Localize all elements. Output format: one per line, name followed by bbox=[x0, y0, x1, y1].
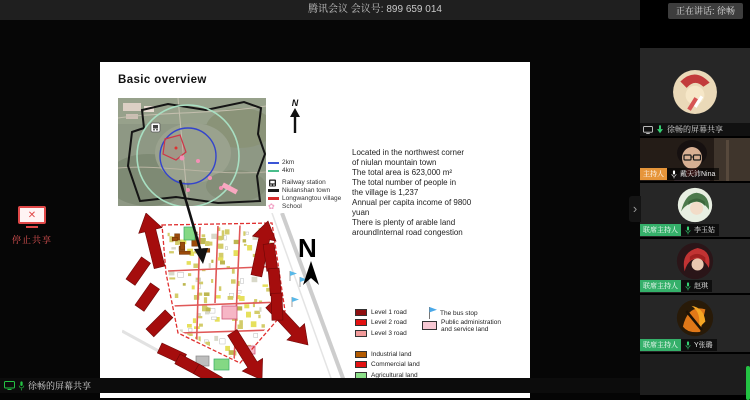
public-admin-swatch bbox=[422, 321, 437, 330]
microphone-icon bbox=[671, 170, 677, 179]
participants-sidebar bbox=[640, 0, 750, 400]
microphone-icon bbox=[685, 226, 691, 235]
bus-stop-legend: The bus stop bbox=[428, 307, 478, 319]
stop-share-button[interactable] bbox=[8, 206, 56, 246]
avatar bbox=[672, 69, 718, 115]
active-speaker-indicator bbox=[668, 3, 743, 19]
industrial-swatch bbox=[355, 351, 367, 358]
download-arrow-icon bbox=[656, 125, 664, 134]
agricultural-block bbox=[184, 227, 195, 240]
host-badge: 主持人 bbox=[640, 168, 667, 180]
participant-tile-share[interactable] bbox=[640, 48, 750, 136]
participant-tile-video[interactable] bbox=[640, 138, 750, 181]
sidebar-collapse-button[interactable] bbox=[629, 196, 641, 222]
microphone-icon bbox=[685, 341, 691, 350]
cohost-badge: 联席主持人 bbox=[640, 280, 681, 292]
legend-row: Niulanshan town bbox=[268, 187, 341, 194]
school-flower-icon: ✿ bbox=[268, 202, 275, 211]
participant-name: Y张璐 bbox=[694, 342, 713, 349]
legend-row: Railway station bbox=[268, 179, 341, 186]
railway-station-marker bbox=[151, 123, 160, 132]
participant-name-row bbox=[640, 280, 712, 292]
participant-tile[interactable] bbox=[640, 183, 750, 237]
railway-station-icon bbox=[268, 179, 279, 187]
legend-line-2km bbox=[268, 162, 279, 164]
participant-name: 李玉姑 bbox=[694, 227, 715, 234]
avatar bbox=[676, 242, 714, 280]
avatar bbox=[676, 299, 714, 337]
avatar bbox=[677, 187, 713, 223]
participant-name-row bbox=[640, 224, 719, 236]
landuse-legend: Industrial land Commercial land Agricultural land bbox=[355, 350, 420, 392]
commercial-swatch bbox=[355, 361, 367, 368]
shared-screen-stage bbox=[0, 20, 640, 380]
legend-row: Longwangtou village bbox=[268, 195, 341, 202]
cohost-badge: 联席主持人 bbox=[640, 339, 681, 351]
level1-road-swatch bbox=[355, 309, 367, 316]
legend-row: 4km bbox=[268, 167, 341, 174]
participant-name-row bbox=[640, 168, 719, 180]
satellite-map-image bbox=[118, 98, 266, 206]
slide-title: Basic overview bbox=[118, 74, 207, 86]
sidebar-scrollbar-thumb[interactable] bbox=[746, 366, 750, 400]
public-admin-block bbox=[222, 306, 237, 319]
participant-name-row bbox=[640, 339, 717, 351]
share-tile-label-bar bbox=[640, 123, 750, 136]
north-label: N bbox=[291, 98, 299, 108]
agricultural-block bbox=[214, 359, 229, 370]
level2-road-swatch bbox=[355, 319, 367, 326]
share-status-label: 徐畅的屏幕共享 bbox=[28, 381, 92, 391]
legend-row: ✿ School bbox=[268, 202, 302, 211]
participant-tile[interactable] bbox=[640, 239, 750, 293]
north-label-large: N bbox=[298, 233, 317, 263]
legend-line-4km bbox=[268, 170, 279, 172]
north-arrow-icon bbox=[289, 108, 301, 134]
meeting-title: 腾讯会议 会议号: 899 659 014 bbox=[308, 4, 442, 15]
screen-share-icon bbox=[4, 381, 15, 390]
screen-share-icon bbox=[643, 126, 653, 134]
screen-share-status-bar bbox=[0, 378, 640, 393]
stop-share-monitor-icon bbox=[18, 206, 46, 224]
stop-share-label: 停止共享 bbox=[11, 235, 52, 245]
description-text: Located in the northwest corner of niulan mountain town The total area is 623,000 m² The total number of people in the village is 1,237 Annual per capita income of 9800 yuan There is plenty of arable land aroundInternal road congestion bbox=[352, 148, 472, 237]
share-tile-label: 徐畅的屏幕共享 bbox=[667, 125, 723, 134]
active-speaker-label: 正在讲话: 徐畅 bbox=[675, 6, 735, 16]
satellite-map-legend bbox=[268, 159, 341, 211]
meeting-title-bar bbox=[0, 0, 750, 20]
legend-line-village bbox=[268, 197, 279, 200]
legend-row: 2km bbox=[268, 159, 341, 166]
close-icon: ✕ bbox=[27, 209, 37, 221]
microphone-icon bbox=[685, 282, 691, 291]
participant-name: 赵琪 bbox=[694, 283, 708, 290]
chevron-right-icon: › bbox=[632, 201, 638, 216]
legend-line-town bbox=[268, 189, 279, 192]
north-indicator-small bbox=[286, 98, 304, 139]
cohost-badge: 联席主持人 bbox=[640, 224, 681, 236]
village-landuse-map bbox=[122, 213, 347, 383]
microphone-icon bbox=[18, 381, 25, 391]
participant-name: 戴天沛Nina bbox=[680, 171, 716, 178]
presentation-slide bbox=[100, 62, 530, 398]
public-admin-legend: Public administration and service land bbox=[422, 319, 501, 333]
participant-tile-partial[interactable] bbox=[640, 354, 750, 395]
bus-stop-flag-icon bbox=[428, 307, 437, 319]
level3-road-swatch bbox=[355, 330, 367, 337]
road-legend: Level 1 road Level 2 road Level 3 road bbox=[355, 308, 407, 340]
participant-tile[interactable] bbox=[640, 295, 750, 352]
